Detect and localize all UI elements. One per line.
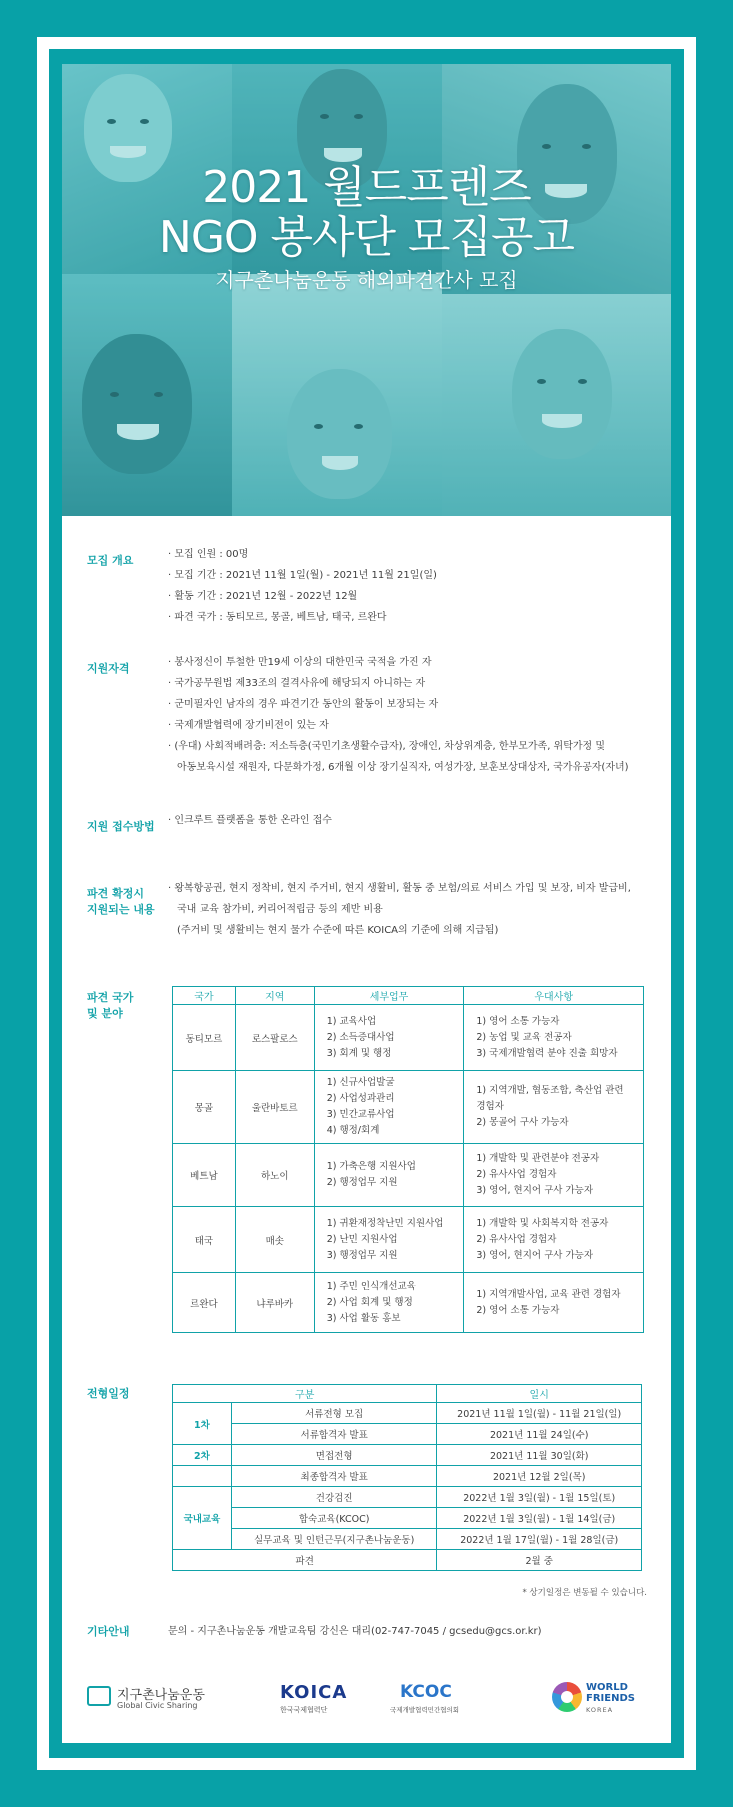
koica-logo-name: KOICA (280, 1682, 348, 1703)
pref-line: 2) 유사사업 경험자 (476, 1233, 557, 1245)
schedule-table (172, 1384, 642, 1571)
task-line: 3) 회계 및 행정 (326, 1047, 392, 1059)
schedule-group-2: 2차 (173, 1445, 232, 1466)
pref-line: 1) 개발학 및 관련분야 전공자 (476, 1153, 600, 1164)
qualification-item: 아동보육시설 재원자, 다문화가정, 6개월 이상 장기실직자, 여성가장, 보훈보상대상자, 국가유공자(자녀) (177, 762, 629, 773)
task-line: 1) 주민 인식개선교육 (326, 1280, 416, 1292)
date-cell: 2021년 11월 30일(화) (437, 1445, 642, 1466)
table-row (173, 1529, 642, 1550)
pref-line: 3) 영어, 현지어 구사 가능자 (476, 1185, 593, 1196)
pref-line: 2) 유사사업 경험자 (476, 1169, 557, 1180)
date-cell: 2021년 11월 1일(월) - 11월 21일(일) (437, 1403, 642, 1424)
apply-list (168, 810, 648, 831)
schedule-group-3: 국내교육 (173, 1487, 232, 1550)
step-cell: 면접전형 (231, 1445, 437, 1466)
task-line: 1) 신규사업발굴 (326, 1077, 395, 1088)
support-label-line2: 지원되는 내용 (87, 903, 155, 916)
task-line: 3) 행정업무 지원 (326, 1249, 398, 1261)
country-cell: 르완다 (173, 1273, 236, 1333)
support-item: 국내 교육 참가비, 커리어적립금 등의 제반 비용 (177, 904, 383, 915)
task-line: 1) 가축은행 지원사업 (326, 1161, 416, 1172)
header-prefs: 우대사항 (464, 987, 644, 1005)
gcs-logo-english: Global Civic Sharing (117, 1701, 198, 1710)
pref-line: 1) 지역개발, 협동조합, 축산업 관련 (476, 1085, 624, 1096)
step-cell: 서류전형 모집 (231, 1403, 437, 1424)
tasks-cell (314, 1144, 464, 1207)
step-cell: 합숙교육(KCOC) (231, 1508, 437, 1529)
region-cell: 매솟 (235, 1207, 314, 1273)
prefs-cell (464, 1005, 644, 1071)
koica-logo-sub: 한국국제협력단 (280, 1706, 328, 1714)
poster-card (62, 64, 671, 1743)
task-line: 2) 사업성과관리 (326, 1093, 395, 1104)
qualification-item: · 봉사정신이 투철한 만19세 이상의 대한민국 국적을 가진 자 (168, 657, 432, 668)
schedule-note: * 상기일정은 변동될 수 있습니다. (522, 1588, 647, 1598)
step-cell: 실무교육 및 인턴근무(지구촌나눔운동) (231, 1529, 437, 1550)
region-cell: 울란바토르 (235, 1071, 314, 1144)
hero-subtitle: 지구촌나눔운동 해외파견간사 모집 (215, 268, 518, 292)
countries-table (172, 986, 644, 1333)
qualifications-list (168, 652, 648, 778)
step-cell: 최종합격자 발표 (231, 1466, 437, 1487)
table-row (173, 1508, 642, 1529)
apply-item: · 인크루트 플랫폼을 통한 온라인 접수 (168, 815, 332, 826)
prefs-cell (464, 1144, 644, 1207)
tasks-cell (314, 1207, 464, 1273)
support-label-line1: 파견 확정시 (87, 887, 144, 900)
world-friends-mark-icon (552, 1682, 582, 1712)
tasks-cell (314, 1273, 464, 1333)
step-cell: 서류합격자 발표 (231, 1424, 437, 1445)
table-row (173, 1005, 644, 1071)
date-cell: 2022년 1월 3일(월) - 1월 15일(토) (437, 1487, 642, 1508)
world-friends-name-line1: WORLD (586, 1682, 628, 1693)
empty-group-cell (173, 1466, 232, 1487)
table-row (173, 1144, 644, 1207)
hero-title-line1: 2021 월드프렌즈 (202, 162, 531, 213)
pref-line: 1) 지역개발사업, 교육 관련 경험자 (476, 1288, 621, 1300)
task-line: 4) 행정/회계 (326, 1125, 380, 1136)
world-friends-name-line2: FRIENDS (586, 1693, 635, 1704)
qualification-item: · 국가공무원법 제33조의 결격사유에 해당되지 아니하는 자 (168, 678, 426, 689)
pref-line: 3) 영어, 현지어 구사 가능자 (476, 1249, 593, 1261)
step-cell: 건강검진 (231, 1487, 437, 1508)
region-cell: 로스팔로스 (235, 1005, 314, 1071)
pref-line: 1) 개발학 및 사회복지학 전공자 (476, 1217, 609, 1229)
koica-logo (280, 1678, 360, 1718)
pref-line: 3) 국제개발협력 분야 진출 희망자 (476, 1047, 618, 1059)
task-line: 1) 교육사업 (326, 1015, 377, 1027)
date-cell: 2022년 1월 17일(월) - 1월 28일(금) (437, 1529, 642, 1550)
apply-label: 지원 접수방법 (87, 820, 155, 833)
overview-item: · 파견 국가 : 동티모르, 몽골, 베트남, 태국, 르완다 (168, 612, 387, 623)
hero-title-line2: NGO 봉사단 모집공고 (158, 212, 575, 263)
countries-label-line2: 및 분야 (87, 1007, 123, 1020)
pref-line: 경험자 (476, 1101, 504, 1112)
table-row (173, 1403, 642, 1424)
countries-header-row (173, 987, 644, 1005)
date-cell: 2022년 1월 3일(월) - 1월 14일(금) (437, 1508, 642, 1529)
world-friends-logo (552, 1678, 642, 1718)
pref-line: 2) 몽골어 구사 가능자 (476, 1117, 569, 1128)
support-item: · 왕복항공권, 현지 정착비, 현지 주거비, 현지 생활비, 활동 중 보험/의료 서비스 가입 및 보장, 비자 발급비, (168, 883, 631, 894)
tasks-cell (314, 1005, 464, 1071)
qualification-item: · 국제개발협력에 장기비전이 있는 자 (168, 720, 329, 731)
pref-line: 1) 영어 소통 가능자 (476, 1015, 560, 1027)
qualification-item: · (우대) 사회적배려층: 저소득층(국민기초생활수급자), 장애인, 차상위계층, 한부모가족, 위탁가정 및 (168, 741, 606, 752)
table-row (173, 1445, 642, 1466)
task-line: 1) 귀환재정착난민 지원사업 (326, 1217, 444, 1229)
qualifications-label: 지원자격 (87, 662, 130, 675)
kcoc-logo-name: KCOC (400, 1682, 452, 1702)
world-friends-sub: KOREA (586, 1706, 614, 1714)
date-cell: 2월 중 (437, 1550, 642, 1571)
schedule-header-row (173, 1385, 642, 1403)
table-row (173, 1487, 642, 1508)
table-row (173, 1550, 642, 1571)
region-cell: 하노이 (235, 1144, 314, 1207)
header-date: 일시 (437, 1385, 642, 1403)
table-row (173, 1424, 642, 1445)
support-list (168, 878, 648, 941)
table-row (173, 1207, 644, 1273)
country-cell: 베트남 (173, 1144, 236, 1207)
gcs-logo-name: 지구촌나눔운동 (117, 1688, 205, 1703)
contact-label: 기타안내 (87, 1625, 130, 1638)
country-cell: 태국 (173, 1207, 236, 1273)
table-row (173, 1273, 644, 1333)
header-region: 지역 (235, 987, 314, 1005)
step-cell: 파견 (173, 1550, 437, 1571)
countries-label-line1: 파견 국가 (87, 991, 134, 1004)
kcoc-logo (390, 1678, 490, 1718)
overview-label: 모집 개요 (87, 554, 134, 567)
overview-item: · 모집 기간 : 2021년 11월 1일(월) - 2021년 11월 21일(일) (168, 570, 437, 581)
gcs-mark-icon (87, 1686, 111, 1706)
prefs-cell (464, 1071, 644, 1144)
task-line: 2) 소득증대사업 (326, 1031, 395, 1043)
kcoc-logo-sub: 국제개발협력민간협의회 (390, 1706, 460, 1714)
task-line: 2) 행정업무 지원 (326, 1177, 398, 1188)
header-country: 국가 (173, 987, 236, 1005)
header-tasks: 세부업무 (314, 987, 464, 1005)
hero-photo-collage (62, 64, 671, 516)
support-item: (주거비 및 생활비는 현지 물가 수준에 따른 KOICA의 기준에 의해 지급됨) (177, 925, 499, 936)
schedule-label: 전형일정 (87, 1387, 130, 1400)
task-line: 3) 민간교류사업 (326, 1109, 395, 1120)
pref-line: 2) 농업 및 교육 전공자 (476, 1031, 572, 1043)
table-row (173, 1071, 644, 1144)
header-step: 구분 (173, 1385, 437, 1403)
region-cell: 냐루바카 (235, 1273, 314, 1333)
prefs-cell (464, 1273, 644, 1333)
world-friends-name (586, 1682, 635, 1704)
overview-list (168, 544, 648, 628)
date-cell: 2021년 12월 2일(목) (437, 1466, 642, 1487)
task-line: 2) 사업 회계 및 행정 (326, 1296, 413, 1308)
date-cell: 2021년 11월 24일(수) (437, 1424, 642, 1445)
qualification-item: · 군미필자인 남자의 경우 파견기간 동안의 활동이 보장되는 자 (168, 699, 439, 710)
contact-text: 문의 - 지구촌나눔운동 개발교육팀 강신은 대리(02-747-7045 / gcsedu@gcs.or.kr) (168, 1626, 542, 1637)
country-cell: 동티모르 (173, 1005, 236, 1071)
pref-line: 2) 영어 소통 가능자 (476, 1304, 560, 1316)
gcs-logo (87, 1678, 217, 1718)
overview-item: · 모집 인원 : 00명 (168, 549, 249, 560)
task-line: 3) 사업 활동 홍보 (326, 1312, 401, 1324)
tasks-cell (314, 1071, 464, 1144)
schedule-group-1: 1차 (173, 1403, 232, 1445)
prefs-cell (464, 1207, 644, 1273)
table-row (173, 1466, 642, 1487)
partner-logos (62, 1678, 671, 1718)
task-line: 2) 난민 지원사업 (326, 1233, 398, 1245)
country-cell: 몽골 (173, 1071, 236, 1144)
overview-item: · 활동 기간 : 2021년 12월 - 2022년 12월 (168, 591, 358, 602)
